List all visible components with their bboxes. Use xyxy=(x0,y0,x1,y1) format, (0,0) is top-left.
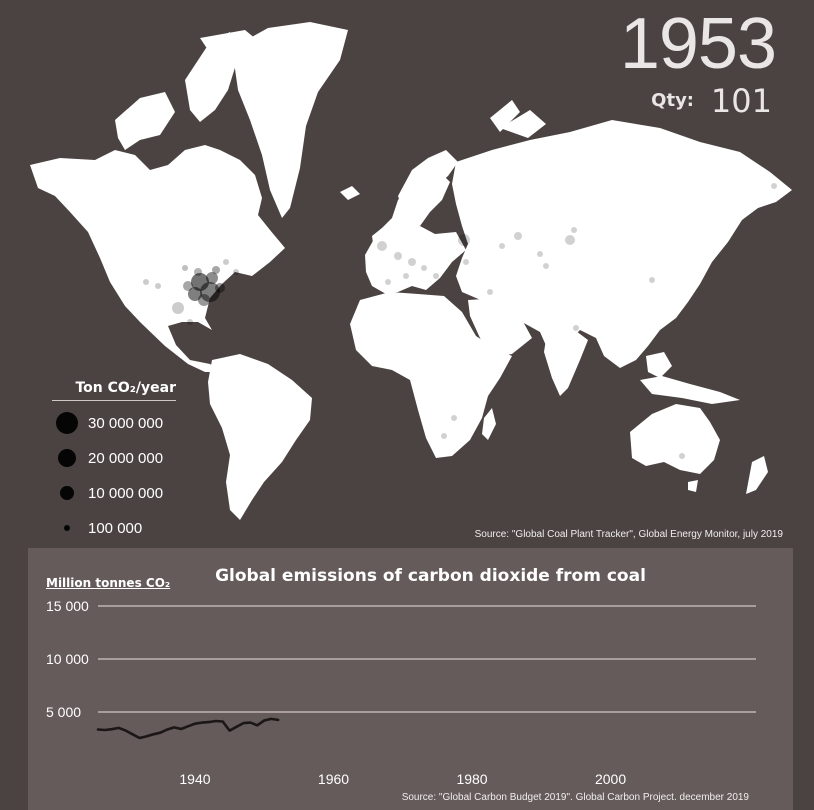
legend-dot-medium xyxy=(58,449,76,467)
chart-ylabel: Million tonnes CO₂ xyxy=(46,576,171,590)
plant-marker xyxy=(451,415,457,421)
plant-marker xyxy=(565,235,575,245)
plant-marker xyxy=(377,241,387,251)
y-tick-label: 10 000 xyxy=(46,651,89,667)
legend-dot-small xyxy=(60,486,74,500)
plant-marker xyxy=(394,252,402,260)
plant-marker xyxy=(433,273,439,279)
plant-marker xyxy=(182,265,188,271)
legend-item xyxy=(52,512,176,547)
plant-marker xyxy=(215,283,225,293)
quantity-value: 101 xyxy=(710,82,772,120)
legend-value: 10 000 000 xyxy=(88,485,164,502)
legend-dot-large xyxy=(56,412,78,434)
x-tick-label: 1960 xyxy=(317,771,350,787)
plant-marker xyxy=(403,273,409,279)
plant-marker xyxy=(421,265,427,271)
legend-title: Ton CO₂/year xyxy=(52,380,176,401)
plant-marker xyxy=(543,263,549,269)
plant-marker xyxy=(385,279,391,285)
plant-marker xyxy=(679,453,685,459)
legend-dot-tiny xyxy=(64,525,70,531)
tasmania xyxy=(688,480,698,492)
plant-marker xyxy=(198,294,210,306)
chart-title: Global emissions of carbon dioxide from coal xyxy=(215,566,646,586)
borneo xyxy=(646,352,672,378)
plant-marker xyxy=(514,232,522,240)
canadian-arctic xyxy=(115,92,175,150)
new-zealand xyxy=(746,456,768,494)
legend-value: 20 000 000 xyxy=(88,450,164,467)
australia xyxy=(630,404,720,474)
plant-marker xyxy=(172,302,184,314)
plant-marker xyxy=(463,259,469,265)
plant-marker xyxy=(573,325,579,331)
plant-marker xyxy=(183,281,193,291)
emissions-chart-panel xyxy=(28,548,793,810)
quantity-label: Qty: xyxy=(651,90,694,111)
map-source: Source: "Global Coal Plant Tracker", Global Energy Monitor, july 2019 xyxy=(474,529,783,540)
legend-value: 30 000 000 xyxy=(88,415,164,432)
plant-marker xyxy=(143,279,149,285)
sea-islands xyxy=(640,376,740,404)
y-tick-label: 5 000 xyxy=(46,704,82,720)
year-display: 1953 xyxy=(619,4,776,84)
plant-marker xyxy=(487,289,493,295)
y-tick-label: 15 000 xyxy=(46,598,89,614)
plant-marker xyxy=(408,258,416,266)
legend-item xyxy=(52,407,176,442)
legend-item xyxy=(52,477,176,512)
madagascar xyxy=(482,408,496,440)
plant-marker xyxy=(233,269,239,275)
plant-marker xyxy=(441,433,447,439)
legend-item xyxy=(52,442,176,477)
plant-marker xyxy=(771,183,777,189)
plant-marker xyxy=(458,234,470,246)
x-tick-label: 2000 xyxy=(594,771,627,787)
plant-marker xyxy=(571,227,577,233)
plant-marker xyxy=(649,277,655,283)
x-tick-label: 1940 xyxy=(179,771,211,787)
india xyxy=(544,326,588,396)
south-america xyxy=(208,354,312,520)
legend-value: 100 000 xyxy=(88,520,143,537)
chart-source: Source: "Global Carbon Budget 2019". Global Carbon Project. december 2019 xyxy=(401,792,749,803)
iceland xyxy=(340,186,360,200)
plant-marker xyxy=(212,266,220,274)
size-legend xyxy=(52,380,176,547)
plant-marker xyxy=(155,283,161,289)
plant-marker xyxy=(194,268,202,276)
north-america xyxy=(30,145,285,372)
plant-marker xyxy=(537,251,543,257)
plant-marker xyxy=(499,243,505,249)
plant-marker xyxy=(187,319,193,325)
series-line xyxy=(98,719,278,738)
x-tick-label: 1980 xyxy=(456,771,488,787)
plant-marker xyxy=(223,259,229,265)
